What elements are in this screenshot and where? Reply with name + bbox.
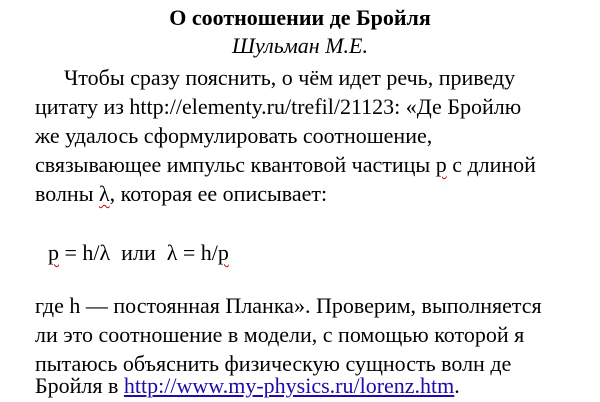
paragraph-line: Чтобы сразу пояснить, о чём идет речь, приведу	[64, 65, 516, 90]
text-fragment: с длиной	[446, 152, 536, 177]
text-fragment: волны	[35, 181, 99, 206]
paragraph-line	[35, 151, 536, 178]
paragraph-line: цитату из http://elementy.ru/trefil/21123: «Де Бройлю	[35, 94, 522, 119]
de-broglie-formula	[48, 239, 229, 266]
hyperlink[interactable]: http://www.my-physics.ru/lorenz.htm	[123, 373, 455, 398]
spellcheck-word: р	[48, 240, 59, 265]
spellcheck-word: λ	[98, 181, 110, 206]
document-author: Шульман М.Е.	[232, 33, 368, 58]
spellcheck-word: р	[217, 240, 229, 265]
text-fragment: , которая ее описывает:	[109, 181, 328, 206]
paragraph-line: же удалось сформулировать соотношение,	[35, 123, 433, 148]
spellcheck-word: р	[435, 152, 447, 177]
paragraph-line	[35, 372, 460, 399]
paragraph-line: пытаюсь объяснить физическую сущность волн де	[35, 351, 512, 376]
paragraph-line	[35, 180, 327, 207]
text-fragment: .	[454, 373, 460, 398]
text-fragment: Бройля в	[35, 373, 124, 398]
paragraph-line: ли это соотношение в модели, с помощью которой я	[35, 322, 525, 347]
document-title: О соотношении де Бройля	[169, 5, 431, 30]
text-fragment: связывающее импульс квантовой частицы	[35, 152, 436, 177]
paragraph-line: где h — постоянная Планка». Проверим, выполняется	[35, 293, 542, 318]
formula-text: = h/λ или λ = h/	[59, 240, 218, 265]
